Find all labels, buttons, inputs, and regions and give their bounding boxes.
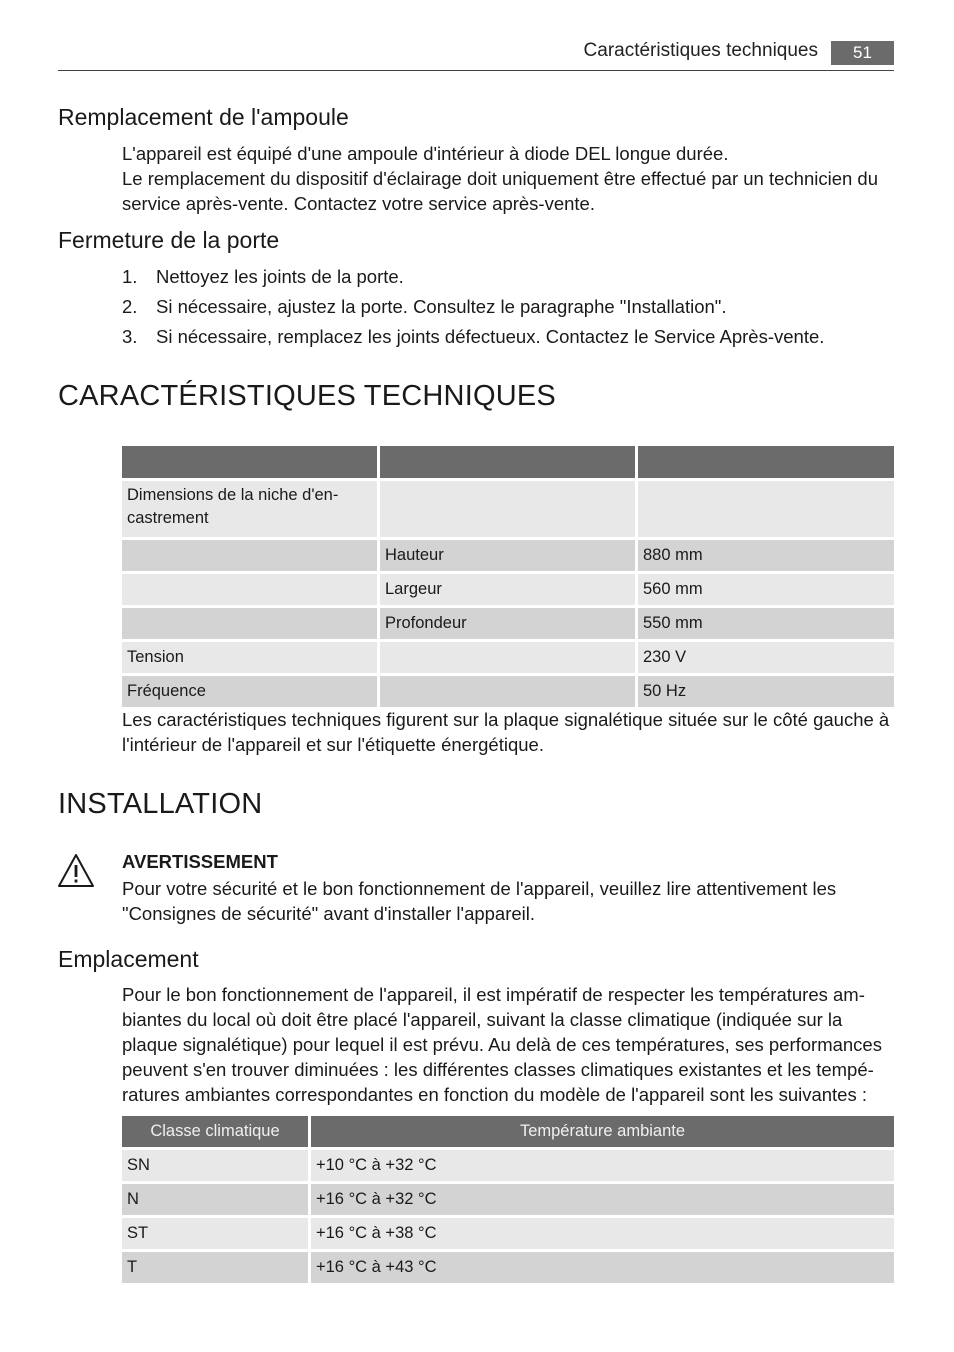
bulb-text	[122, 141, 894, 216]
table-header-row	[122, 1116, 894, 1147]
table-row: SN +10 °C à +32 °C	[122, 1150, 894, 1181]
warning-title: AVERTISSEMENT	[122, 851, 278, 872]
page-number: 51	[831, 41, 894, 65]
table-row: Profondeur 550 mm	[122, 608, 894, 639]
column-header: Température ambiante	[311, 1116, 894, 1147]
table-row: Hauteur 880 mm	[122, 540, 894, 571]
table-row: Tension 230 V	[122, 642, 894, 673]
tech-note: Les caractéristiques techniques figurent sur la plaque signalétique située sur le côté gauche à l'intérieur de l'appareil et sur l'étiquette énergétique.	[122, 709, 890, 755]
door-heading: Fermeture de la porte	[58, 227, 280, 253]
list-item: 3. Si nécessaire, remplacez les joints défectueux. Contactez le Service Après-vente.	[122, 326, 825, 347]
column-header: Classe climatique	[122, 1116, 311, 1147]
placement-heading: Emplacement	[58, 946, 199, 972]
table-row: T +16 °C à +43 °C	[122, 1252, 894, 1283]
placement-text: Pour le bon fonctionnement de l'appareil, il est impératif de respecter les températures am-biantes du local où doit être placé l'appareil, suivant la classe climatique (indiquée sur la plaque signalétique) pour lequel il est prévu. Au delà de ces températures, ses performances peuvent s'en trouver diminuées : les différentes classes climatiques existantes et les tempé-ratures ambiantes correspondantes en fonction du modèle de l'appareil sont les suivantes :	[122, 984, 882, 1105]
table-row: Dimensions de la niche d'en-castrement	[122, 481, 894, 537]
warning-icon	[57, 853, 95, 889]
warning-text: Pour votre sécurité et le bon fonctionnement de l'appareil, veuillez lire attentivement les "Consignes de sécurité" avant d'installer l'appareil.	[122, 878, 837, 924]
climate-class-table	[122, 1113, 894, 1286]
bulb-heading: Remplacement de l'ampoule	[58, 104, 349, 130]
install-heading: INSTALLATION	[58, 788, 263, 820]
bulb-text-line1: L'appareil est équipé d'une ampoule d'intérieur à diode DEL longue durée.	[122, 143, 729, 164]
table-header-row	[122, 446, 894, 478]
list-item: 1. Nettoyez les joints de la porte.	[122, 266, 404, 287]
list-item: 2. Si nécessaire, ajustez la porte. Consultez le paragraphe "Installation".	[122, 296, 727, 317]
running-header-title: Caractéristiques techniques	[583, 40, 818, 61]
tech-heading: CARACTÉRISTIQUES TECHNIQUES	[58, 380, 556, 412]
tech-spec-table	[122, 443, 894, 710]
table-row: Largeur 560 mm	[122, 574, 894, 605]
table-row: Fréquence 50 Hz	[122, 676, 894, 707]
door-steps-list	[122, 262, 894, 352]
header-rule	[58, 70, 894, 71]
table-row: ST +16 °C à +38 °C	[122, 1218, 894, 1249]
table-row: N +16 °C à +32 °C	[122, 1184, 894, 1215]
bulb-text-line2: Le remplacement du dispositif d'éclairage doit uniquement être effectué par un technicien du service après-vente. Contactez votre service après-vente.	[122, 168, 878, 214]
